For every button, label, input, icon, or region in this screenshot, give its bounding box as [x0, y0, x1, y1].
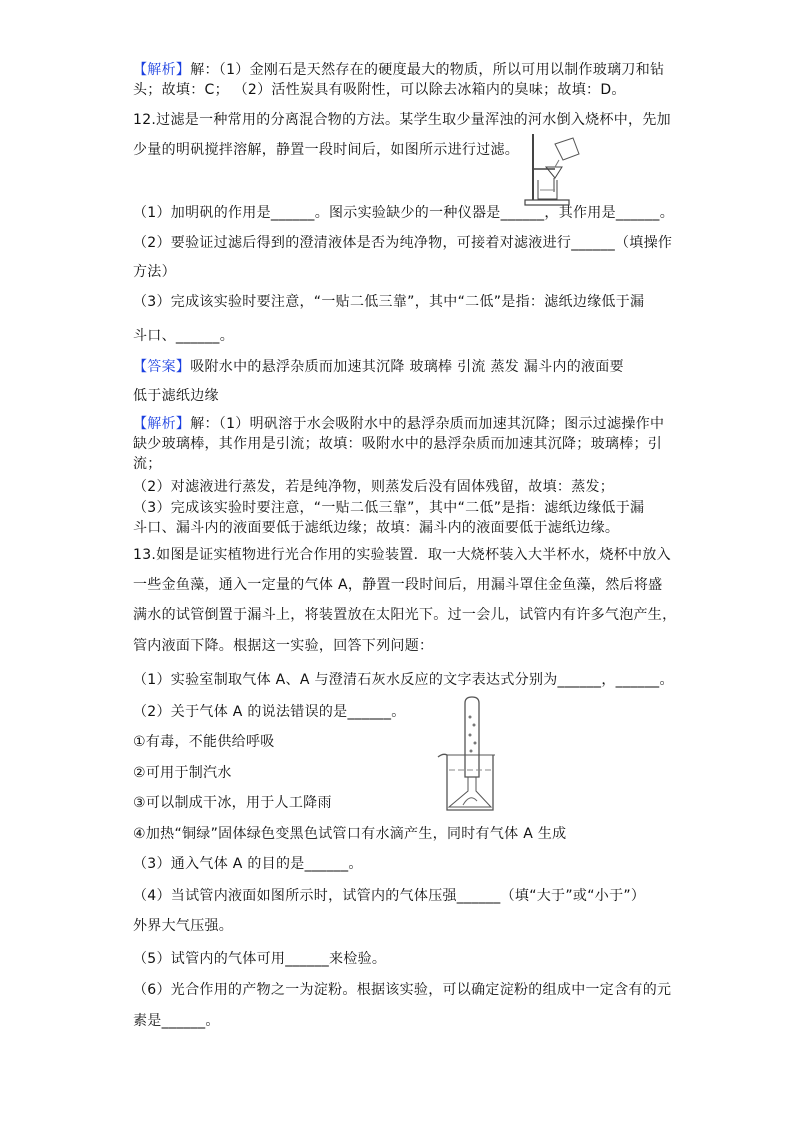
line-text: 12.过滤是一种常用的分离混合物的方法。某学生取少量浑浊的河水倒入烧杯中，先加	[133, 112, 671, 128]
text-line	[133, 357, 624, 377]
line-text: （3）完成该实验时要注意，“一贴二低三靠”，其中“二低”是指：滤纸边缘低于漏	[133, 294, 645, 310]
text-line	[133, 140, 519, 160]
text-line	[133, 980, 671, 1000]
text-line	[133, 575, 662, 595]
text-line	[133, 262, 176, 282]
line-text: 头；故填：C； （2）活性炭具有吸附性，可以除去冰箱内的臭味；故填：D。	[133, 82, 626, 98]
line-text: （4）当试管内液面如图所示时，试管内的气体压强______（填“大于”或“小于”）	[133, 888, 646, 904]
text-line	[133, 498, 644, 518]
text-line	[133, 60, 664, 80]
text-line	[133, 605, 676, 625]
line-text: ①有毒，不能供给呼吸	[133, 734, 275, 750]
line-text: （1）实验室制取气体 A、A 与澄清石灰水反应的文字表达式分别为______，______。	[133, 672, 674, 688]
text-line	[133, 916, 233, 936]
text-line	[133, 545, 671, 565]
text-line	[133, 477, 614, 497]
line-text: （1）加明矾的作用是______。图示实验缺少的一种仪器是______，其作用是______。	[133, 205, 675, 221]
text-line	[133, 454, 162, 474]
text-line	[133, 386, 219, 406]
text-line	[133, 763, 232, 783]
line-text: （2）关于气体 A 的说法错误的是______。	[133, 704, 406, 720]
line-text: 流；	[133, 456, 162, 472]
photosynthesis-apparatus-figure	[435, 695, 505, 815]
text-line	[133, 1011, 220, 1031]
text-line	[133, 670, 674, 690]
line-text: 管内液面下降。根据这一实验，回答下列问题：	[133, 638, 434, 654]
text-line	[133, 518, 619, 538]
line-text: （3）通入气体 A 的目的是______。	[133, 856, 363, 872]
line-text: 少量的明矾搅拌溶解，静置一段时间后，如图所示进行过滤。	[133, 142, 520, 158]
section-label: 【解析】	[133, 416, 191, 432]
text-line	[133, 636, 433, 656]
line-text: （6）光合作用的产物之一为淀粉。根据该实验，可以确定淀粉的组成中一定含有的元	[133, 982, 672, 998]
text-line	[133, 732, 275, 752]
line-text: ④加热“铜绿”固体绿色变黑色试管口有水滴产生，同时有气体 A 生成	[133, 826, 567, 842]
text-line	[133, 414, 664, 434]
text-line	[133, 854, 363, 874]
text-line	[133, 80, 626, 100]
line-text: （5）试管内的气体可用______来检验。	[133, 951, 387, 967]
line-text: 13.如图是证实植物进行光合作用的实验装置．取一大烧杯装入大半杯水，烧杯中放入	[133, 547, 671, 563]
text-line	[133, 233, 672, 253]
text-line	[133, 292, 644, 312]
line-text: 解：（1）明矾溶于水会吸附水中的悬浮杂质而加速其沉降；图示过滤操作中	[190, 416, 665, 432]
line-text: 低于滤纸边缘	[133, 388, 219, 404]
line-text: 解：（1）金刚石是天然存在的硬度最大的物质，所以可用以制作玻璃刀和钻	[190, 62, 665, 78]
text-line	[133, 326, 234, 346]
text-line	[133, 886, 645, 906]
line-text: 素是______。	[133, 1013, 220, 1029]
line-text: ③可以制成干冰，用于人工降雨	[133, 795, 332, 811]
section-label: 【解析】	[133, 62, 191, 78]
text-line	[133, 110, 671, 130]
line-text: （3）完成该实验时要注意，“一贴二低三靠”，其中“二低”是指：滤纸边缘低于漏	[133, 500, 645, 516]
line-text: 满水的试管倒置于漏斗上，将装置放在太阳光下。过一会儿，试管内有许多气泡产生，	[133, 607, 677, 623]
text-line	[133, 793, 332, 813]
line-text: 吸附水中的悬浮杂质而加速其沉降 玻璃棒 引流 蒸发 漏斗内的液面要	[190, 359, 624, 375]
line-text: ②可用于制汽水	[133, 765, 232, 781]
line-text: 斗口、______。	[133, 328, 234, 344]
line-text: 缺少玻璃棒，其作用是引流；故填：吸附水中的悬浮杂质而加速其沉降；玻璃棒；引	[133, 436, 663, 452]
text-line	[133, 702, 406, 722]
line-text: （2）对滤液进行蒸发，若是纯净物，则蒸发后没有固体残留，故填：蒸发；	[133, 479, 615, 495]
line-text: 斗口、漏斗内的液面要低于滤纸边缘；故填：漏斗内的液面要低于滤纸边缘。	[133, 520, 620, 536]
section-label: 【答案】	[133, 359, 191, 375]
line-text: 方法）	[133, 264, 176, 280]
line-text: 外界大气压强。	[133, 918, 234, 934]
filtration-apparatus-figure	[523, 130, 593, 208]
line-text: （2）要验证过滤后得到的澄清液体是否为纯净物，可接着对滤液进行______（填操作	[133, 235, 673, 251]
text-line	[133, 949, 386, 969]
text-line	[133, 434, 662, 454]
line-text: 一些金鱼藻，通入一定量的气体 A，静置一段时间后，用漏斗罩住金鱼藻，然后将盛	[133, 577, 663, 593]
text-line	[133, 824, 566, 844]
